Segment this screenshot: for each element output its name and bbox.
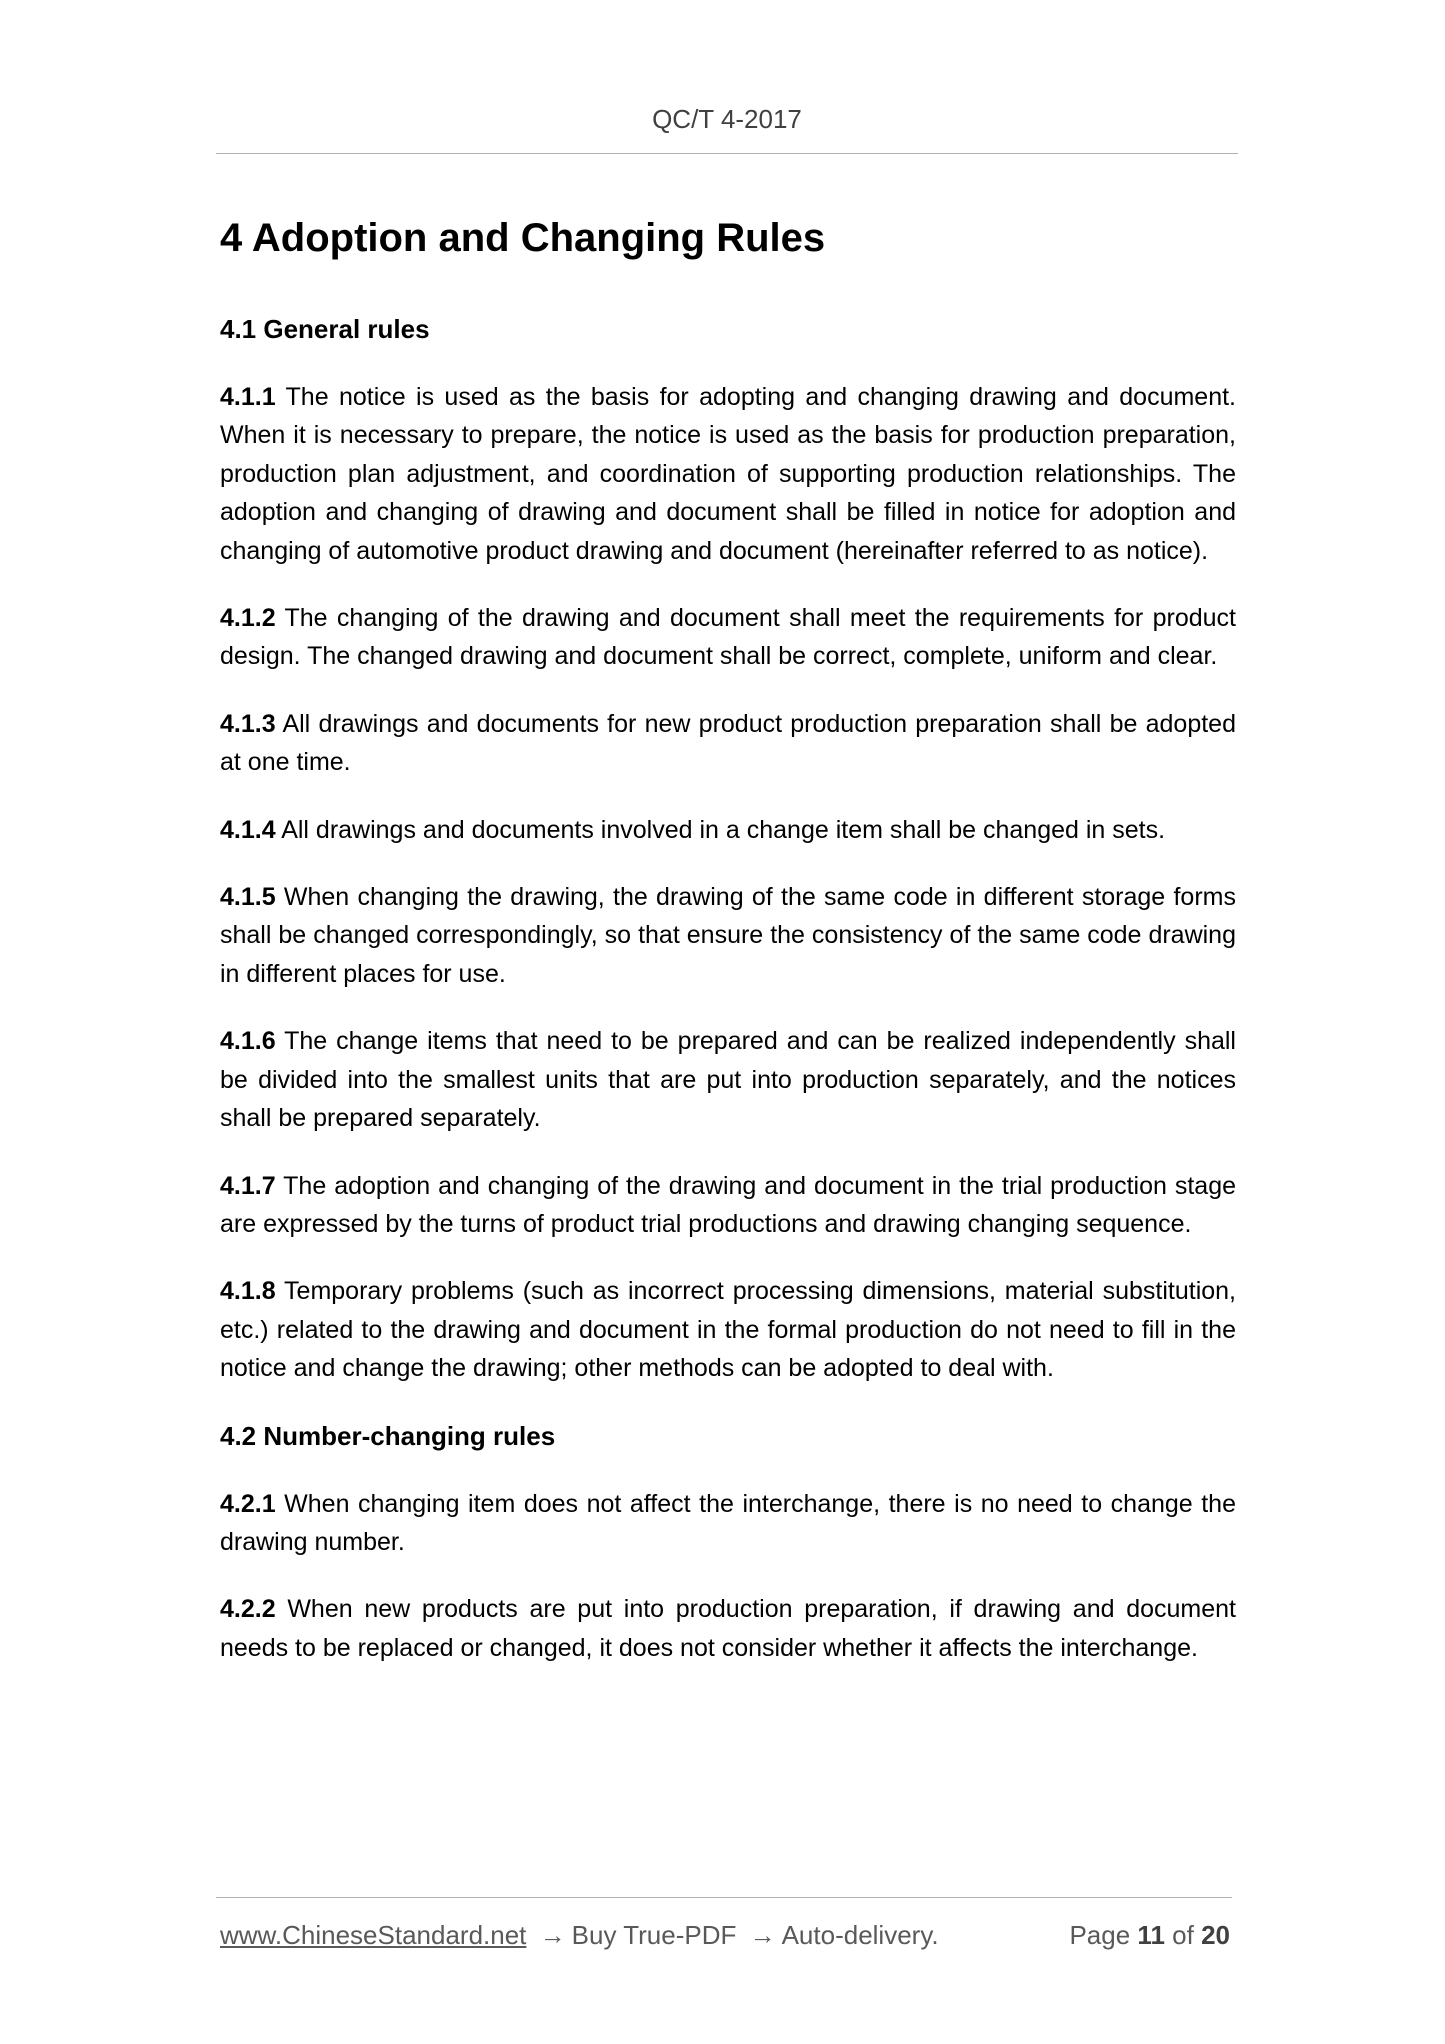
site-link[interactable]: www.ChineseStandard.net	[220, 1920, 527, 1950]
auto-delivery-text: Auto-delivery.	[781, 1920, 939, 1950]
clause-number: 4.1.3	[220, 709, 276, 738]
clause-text: When new products are put into production preparation, if drawing and document needs to be replaced or changed, it does not consider whether it affects the interchange.	[220, 1595, 1236, 1662]
header-divider	[216, 153, 1238, 154]
clause-4-1-6	[220, 1022, 1236, 1137]
clause-text: The adoption and changing of the drawing and document in the trial production stage are expressed by the turns of product trial productions and drawing changing sequence.	[220, 1171, 1236, 1238]
page-header-doc-code: QC/T 4-2017	[652, 104, 802, 134]
clause-text: Temporary problems (such as incorrect processing dimensions, material substitution, etc.) related to the drawing and document in the formal production do not need to fill in the notice and change the drawing; other methods can be adopted to deal with.	[220, 1277, 1237, 1383]
clause-number: 4.1.5	[220, 883, 276, 912]
clause-text: When changing the drawing, the drawing of the same code in different storage forms shall be changed correspondingly, so that ensure the consistency of the same code drawing in different places for use.	[220, 883, 1236, 988]
clause-number: 4.1.7	[220, 1171, 276, 1200]
clause-4-1-2	[220, 599, 1236, 676]
clause-number: 4.2.1	[220, 1489, 276, 1518]
total-pages-number: 20	[1201, 1920, 1230, 1950]
clause-number: 4.1.1	[220, 383, 276, 411]
arrow-right-icon: →	[749, 1920, 776, 1950]
current-page-number: 11	[1137, 1920, 1165, 1950]
page-indicator	[1069, 1917, 1230, 1953]
clause-text: All drawings and documents for new product production preparation shall be adopted at one time.	[220, 709, 1236, 777]
clause-4-1-4	[220, 811, 1236, 849]
arrow-right-icon: →	[539, 1920, 566, 1950]
clause-4-2-2	[220, 1590, 1236, 1667]
clause-text: When changing item does not affect the interchange, there is no need to change the drawing number.	[220, 1489, 1236, 1556]
clause-number: 4.1.4	[220, 815, 276, 844]
clause-4-1-7	[220, 1167, 1236, 1244]
clause-text: The changing of the drawing and document shall meet the requirements for product design. The changed drawing and document shall be correct, complete, uniform and clear.	[220, 604, 1236, 671]
clause-number: 4.2.2	[220, 1595, 276, 1624]
clause-text: All drawings and documents involved in a change item shall be changed in sets.	[281, 815, 1166, 844]
clause-4-1-3	[220, 705, 1236, 782]
section-title: 4 Adoption and Changing Rules	[220, 216, 826, 260]
of-label: of	[1172, 1920, 1194, 1950]
clause-4-1-1	[220, 378, 1236, 570]
footer-divider	[216, 1897, 1232, 1898]
clause-number: 4.1.2	[220, 604, 276, 633]
clause-text: The notice is used as the basis for adopting and changing drawing and document. When it is necessary to prepare, the notice is used as the basis for production preparation, production plan adjustment, and coordination of supporting production relationships. The adoption and changing of drawing and document shall be filled in notice for adoption and changing of automotive product drawing and document (hereinafter referred to as notice).	[220, 383, 1236, 565]
page-content	[220, 212, 1236, 1696]
clause-text: The change items that need to be prepared and can be realized independently shall be divided into the smallest units that are put into production separately, and the notices shall be prepared separately.	[220, 1027, 1236, 1133]
page-footer	[220, 1917, 1230, 1953]
clause-4-2-1	[220, 1485, 1236, 1562]
page-label: Page	[1069, 1920, 1131, 1950]
subsection-title-4-1: 4.1 General rules	[220, 314, 430, 344]
buy-pdf-text: Buy True-PDF	[571, 1920, 737, 1950]
clause-4-1-8	[220, 1272, 1236, 1387]
clause-4-1-5	[220, 878, 1236, 993]
clause-number: 4.1.8	[220, 1277, 276, 1306]
subsection-title-4-2: 4.2 Number-changing rules	[220, 1420, 556, 1451]
clause-number: 4.1.6	[220, 1027, 276, 1056]
